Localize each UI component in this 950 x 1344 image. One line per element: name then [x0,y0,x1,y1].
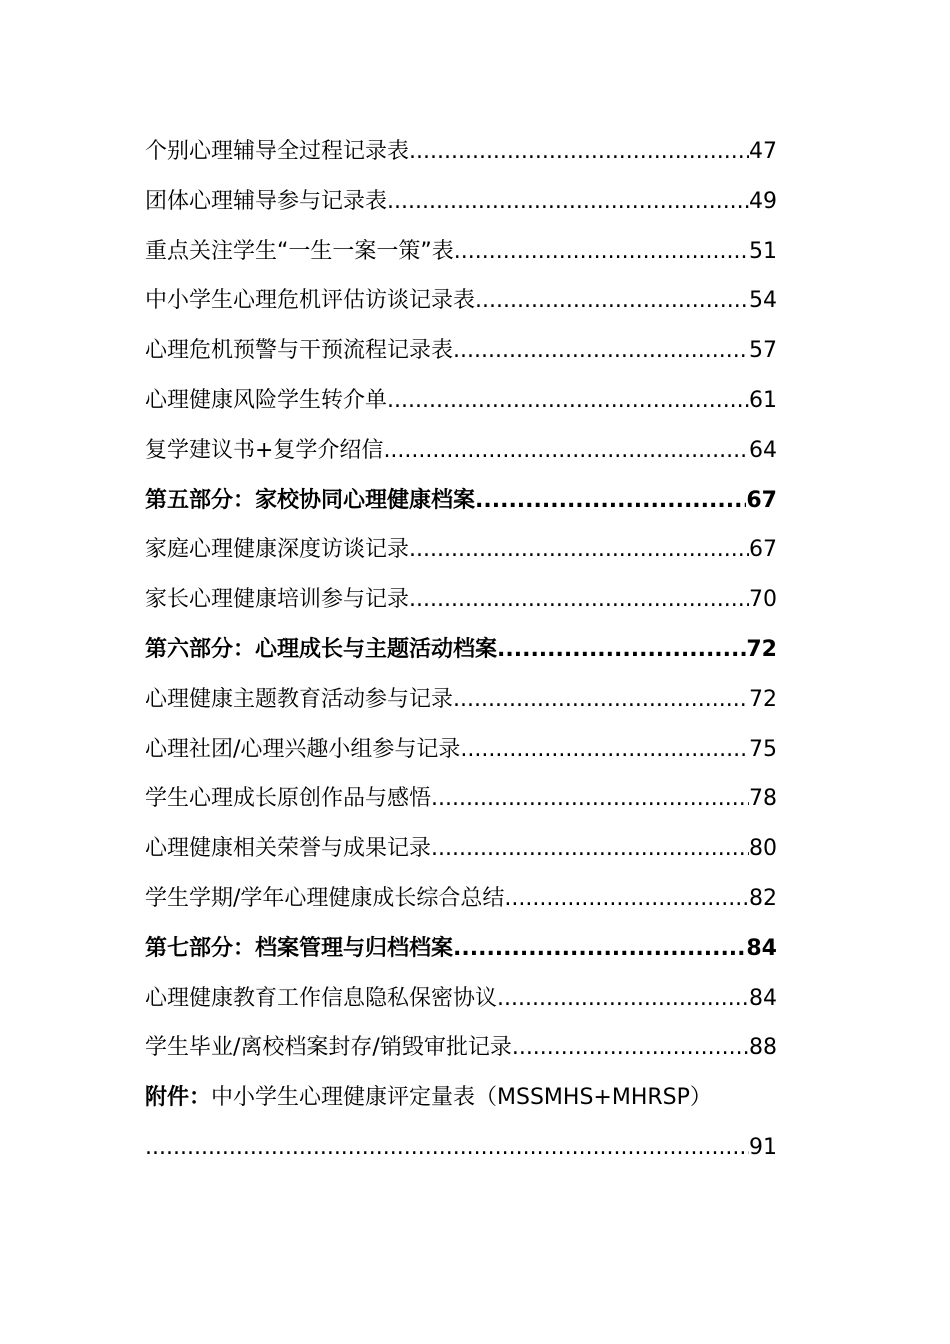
toc-entry-page: 75 [749,736,777,762]
toc-leader-dots [475,276,749,326]
toc-entry[interactable] [145,974,777,1024]
toc-leader-dots [454,227,749,277]
toc-entry[interactable] [145,276,777,326]
toc-entry-page: 67 [746,487,777,513]
toc-entry-title: 心理健康风险学生转介单 [145,387,388,413]
toc-entry[interactable] [145,227,777,277]
toc-entry-title: 家庭心理健康深度访谈记录 [145,537,410,563]
toc-entry-page: 61 [749,387,777,413]
toc-entry[interactable] [145,824,777,874]
toc-entry-title: 第五部分：家校协同心理健康档案 [145,487,476,513]
toc-entry[interactable] [145,177,777,227]
toc-leader-dots [409,525,749,575]
toc-entry-page: 72 [746,636,777,662]
toc-leader-dots [409,127,749,177]
toc-entry-page: 51 [749,238,777,264]
toc-section-entry[interactable] [145,924,777,974]
toc-entry-title: 心理社团/心理兴趣小组参与记录 [145,736,461,762]
toc-entry-title: 心理健康教育工作信息隐私保密协议 [145,985,498,1011]
toc-entry[interactable] [145,326,777,376]
toc-leader-dots [460,725,749,775]
toc-entry-title: 中小学生心理危机评估访谈记录表 [145,288,476,314]
toc-attachment-page-line[interactable] [145,1123,777,1173]
toc-entry-page: 84 [746,935,777,961]
toc-entry-page: 64 [749,437,777,463]
toc-attachment-label: 附件： [145,1085,212,1111]
toc-entry[interactable] [145,774,777,824]
toc-entry[interactable] [145,1023,777,1073]
toc-entry-title: 个别心理辅导全过程记录表 [145,139,410,164]
toc-entry[interactable] [145,376,777,426]
toc-leader-dots [453,326,749,376]
toc-attachment-title: 中小学生心理健康评定量表（MSSMHS+MHRSP） [211,1085,712,1111]
toc-leader-dots [504,874,749,924]
toc-leader-dots [497,974,749,1024]
table-of-contents [145,127,777,1173]
toc-entry[interactable] [145,426,777,476]
toc-entry[interactable] [145,575,777,625]
toc-entry[interactable] [145,725,777,775]
toc-entry-title: 家长心理健康培训参与记录 [145,587,410,613]
toc-leader-dots [431,824,749,874]
toc-leader-dots [387,177,749,227]
toc-entry-page: 54 [749,288,777,314]
toc-section-entry[interactable] [145,625,777,675]
toc-entry[interactable] [145,675,777,725]
toc-leader-dots [383,426,749,476]
toc-leader-dots [453,924,746,974]
toc-entry-page: 57 [749,338,777,364]
toc-leader-dots [453,675,749,725]
toc-entry-title: 团体心理辅导参与记录表 [145,188,388,214]
toc-entry-page: 70 [749,587,777,613]
toc-entry-title: 学生学期/学年心理健康成长综合总结 [145,885,505,911]
toc-entry-page: 49 [749,188,777,214]
toc-entry[interactable] [145,127,777,177]
toc-leader-dots [431,774,749,824]
toc-leader-dots [409,575,749,625]
toc-entry-title: 心理健康相关荣誉与成果记录 [145,836,432,862]
toc-entry-title: 重点关注学生“一生一案一策”表 [145,238,454,264]
toc-entry-page: 82 [749,885,777,911]
toc-attachment-page: 91 [749,1134,777,1160]
toc-attachment-title-line[interactable] [145,1073,825,1123]
toc-entry-page: 78 [749,786,777,812]
toc-leader-dots [145,1123,749,1173]
toc-entry-title: 第七部分：档案管理与归档档案 [145,935,454,961]
toc-entry-page: 72 [749,686,777,712]
toc-entry-title: 复学建议书+复学介绍信 [145,437,384,463]
toc-entry[interactable] [145,525,777,575]
toc-entry-page: 84 [749,985,777,1011]
toc-entry-page: 80 [749,836,777,862]
toc-entry-title: 学生毕业/离校档案封存/销毁审批记录 [145,1035,512,1061]
toc-entry-title: 心理危机预警与干预流程记录表 [145,338,454,364]
toc-leader-dots [387,376,749,426]
toc-entry-title: 第六部分：心理成长与主题活动档案 [145,636,498,662]
toc-entry[interactable] [145,874,777,924]
toc-entry-title: 心理健康主题教育活动参与记录 [145,686,454,712]
toc-leader-dots [497,625,746,675]
toc-section-entry[interactable] [145,476,777,526]
toc-entry-page: 47 [749,139,777,164]
toc-entry-page: 67 [749,537,777,563]
toc-entry-title: 学生心理成长原创作品与感悟 [145,786,432,812]
toc-entry-list [145,127,777,1073]
toc-leader-dots [512,1023,749,1073]
toc-entry-page: 88 [749,1035,777,1061]
toc-leader-dots [475,476,746,526]
